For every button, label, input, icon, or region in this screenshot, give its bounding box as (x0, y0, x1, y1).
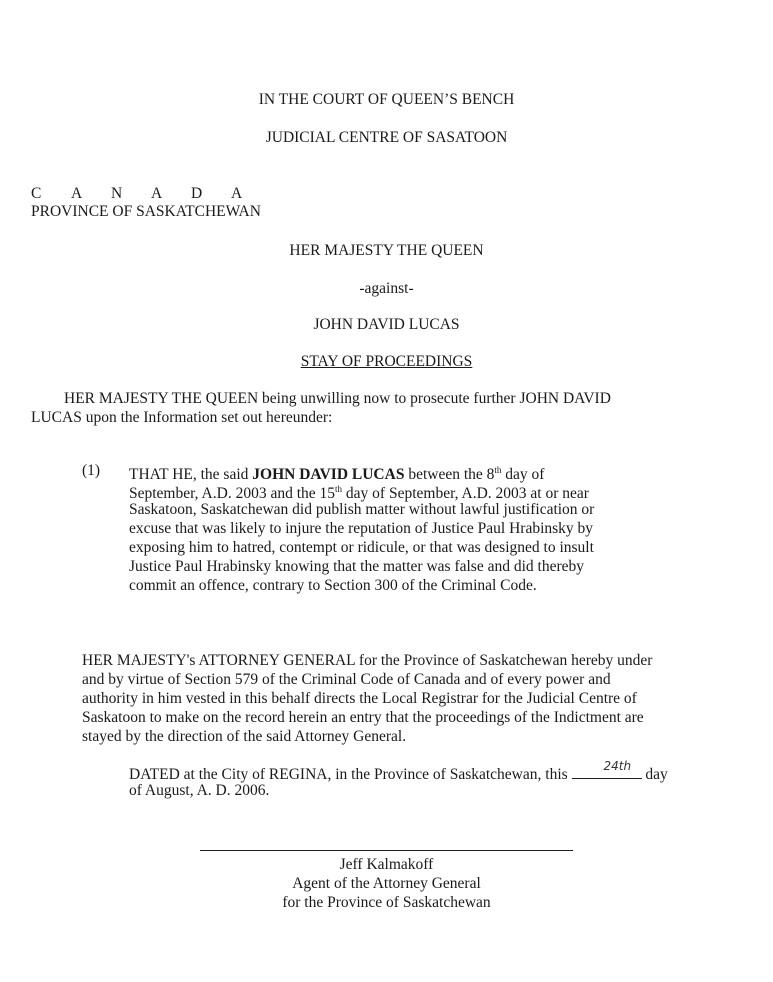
ordinal-suffix: th (335, 484, 343, 494)
judicial-centre: JUDICIAL CENTRE OF SASATOON (265, 129, 508, 146)
signer-title: Agent of the Attorney General (292, 875, 481, 892)
versus-label: -against- (359, 280, 414, 297)
dated-text: DATED at the City of REGINA, in the Province of Saskatchewan, this (129, 766, 572, 783)
direction-line: Saskatoon to make on the record herein an entry that the proceedings of the Indictment are (82, 709, 644, 726)
dated-line: of August, A. D. 2006. (129, 782, 270, 799)
document-title-text: STAY OF PROCEEDINGS (300, 353, 473, 370)
ordinal-suffix: th (494, 465, 502, 475)
count-text: between the 8 (404, 466, 495, 484)
dated-text: day (641, 766, 668, 783)
country-letter: C (31, 185, 42, 202)
direction-line: authority in him vested in this behalf directs the Local Registrar for the Judicial Centre of (82, 690, 637, 707)
document-title (0, 352, 773, 371)
handwritten-day: 24th (603, 759, 632, 773)
country-letter: D (191, 185, 203, 202)
country-letter: A (151, 185, 163, 202)
count-line: exposing him to hatred, contempt or ridicule, or that was designed to insult (129, 539, 594, 556)
count-number: (1) (82, 462, 101, 479)
direction-line: and by virtue of Section 579 of the Criminal Code of Canada and of every power and (82, 671, 611, 688)
signer-office: for the Province of Saskatchewan (282, 894, 491, 911)
count-text: September, A.D. 2003 and the 15 (129, 485, 336, 503)
court-name: IN THE COURT OF QUEEN’S BENCH (258, 91, 515, 108)
country-spaced (31, 184, 271, 203)
signer-name: Jeff Kalmakoff (339, 856, 434, 873)
count-line: commit an offence, contrary to Section 300 of the Criminal Code. (129, 577, 537, 594)
count-line: excuse that was likely to injure the reputation of Justice Paul Hrabinsky by (129, 520, 594, 537)
defendant-name: JOHN DAVID LUCAS (313, 316, 460, 333)
count-text: day of (501, 466, 545, 484)
country-letter: A (231, 185, 243, 202)
country-letter: N (111, 185, 123, 202)
count-text: day of September, A.D. 2003 at or near (342, 485, 589, 503)
province-name: PROVINCE OF SASKATCHEWAN (31, 203, 261, 220)
intro-line: HER MAJESTY THE QUEEN being unwilling now to prosecute further JOHN DAVID (64, 390, 611, 407)
signature-line (200, 850, 573, 851)
count-line: Saskatoon, Saskatchewan did publish matter without lawful justification or (129, 501, 595, 518)
intro-line: LUCAS upon the Information set out hereunder: (31, 409, 333, 426)
plaintiff-name: HER MAJESTY THE QUEEN (289, 242, 484, 259)
accused-name: JOHN DAVID LUCAS (252, 466, 405, 484)
country-letter: A (71, 185, 83, 202)
count-line: Justice Paul Hrabinsky knowing that the matter was false and did thereby (129, 558, 584, 575)
direction-line: stayed by the direction of the said Attorney General. (82, 728, 407, 745)
day-blank (572, 759, 642, 779)
count-lead: THAT HE, the said (129, 466, 253, 484)
direction-line: HER MAJESTY's ATTORNEY GENERAL for the Province of Saskatchewan hereby under (82, 652, 653, 669)
